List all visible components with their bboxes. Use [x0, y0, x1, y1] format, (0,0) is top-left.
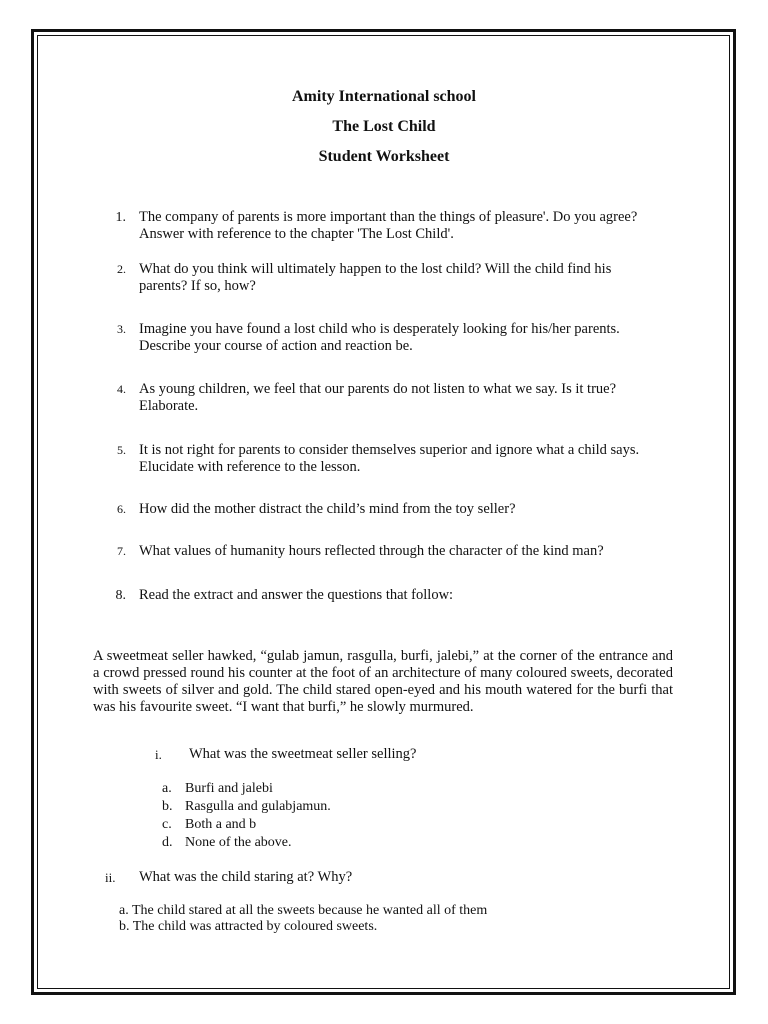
school-title: Amity International school	[292, 88, 476, 105]
answer-line: b. The child was attracted by coloured sweets.	[119, 919, 378, 934]
question-text: What values of humanity hours reflected through the character of the kind man?	[139, 543, 604, 559]
chapter-title: The Lost Child	[332, 118, 436, 135]
sub-question-number: i.	[155, 747, 162, 762]
question-number: 4.	[117, 382, 126, 396]
worksheet-title: Student Worksheet	[318, 148, 450, 165]
sub-question-text: What was the child staring at? Why?	[139, 869, 353, 885]
option-text: Rasgulla and gulabjamun.	[185, 799, 331, 814]
extract-paragraph: A sweetmeat seller hawked, “gulab jamun, rasgulla, burfi, jalebi,” at the corner of the entrance and a crowd pressed round his counter at the foot of an architecture of many coloured sweets, decorated with sweets of silver and gold. The child stared open-eyed and his mouth watered for the burfi that was his favourite sweet. “I want that burfi,” he slowly murmured.	[93, 648, 673, 715]
option-letter: c.	[162, 817, 172, 832]
option-text: None of the above.	[185, 835, 292, 850]
question-text: Imagine you have found a lost child who is desperately looking for his/her parents. Describe your course of action and reaction be.	[139, 321, 620, 354]
option-letter: b.	[162, 799, 173, 814]
question-number: 7.	[117, 544, 126, 558]
option-letter: a.	[162, 781, 172, 796]
question-text: As young children, we feel that our parents do not listen to what we say. Is it true? Elaborate.	[139, 381, 617, 414]
answer-line: a. The child stared at all the sweets because he wanted all of them	[119, 903, 488, 918]
question-number: 3.	[117, 322, 126, 336]
question-text: What do you think will ultimately happen to the lost child? Will the child find his parents? If so, how?	[139, 261, 612, 294]
question-text: Read the extract and answer the questions that follow:	[139, 587, 454, 603]
option-text: Burfi and jalebi	[185, 781, 273, 796]
question-number: 8.	[115, 588, 126, 603]
sub-question-number: ii.	[105, 870, 116, 885]
question-number: 6.	[117, 502, 126, 516]
question-number: 5.	[117, 443, 126, 457]
question-text: How did the mother distract the child’s mind from the toy seller?	[139, 501, 516, 517]
question-number: 2.	[117, 262, 126, 276]
sub-question-text: What was the sweetmeat seller selling?	[189, 746, 417, 762]
question-number: 1.	[115, 210, 126, 225]
option-letter: d.	[162, 835, 173, 850]
question-text: The company of parents is more important than the things of pleasure'. Do you agree? Answer with reference to the chapter 'The Lost Child'.	[139, 209, 638, 242]
option-text: Both a and b	[185, 817, 257, 832]
question-text: It is not right for parents to consider themselves superior and ignore what a child says. Elucidate with reference to the lesson.	[139, 442, 640, 475]
